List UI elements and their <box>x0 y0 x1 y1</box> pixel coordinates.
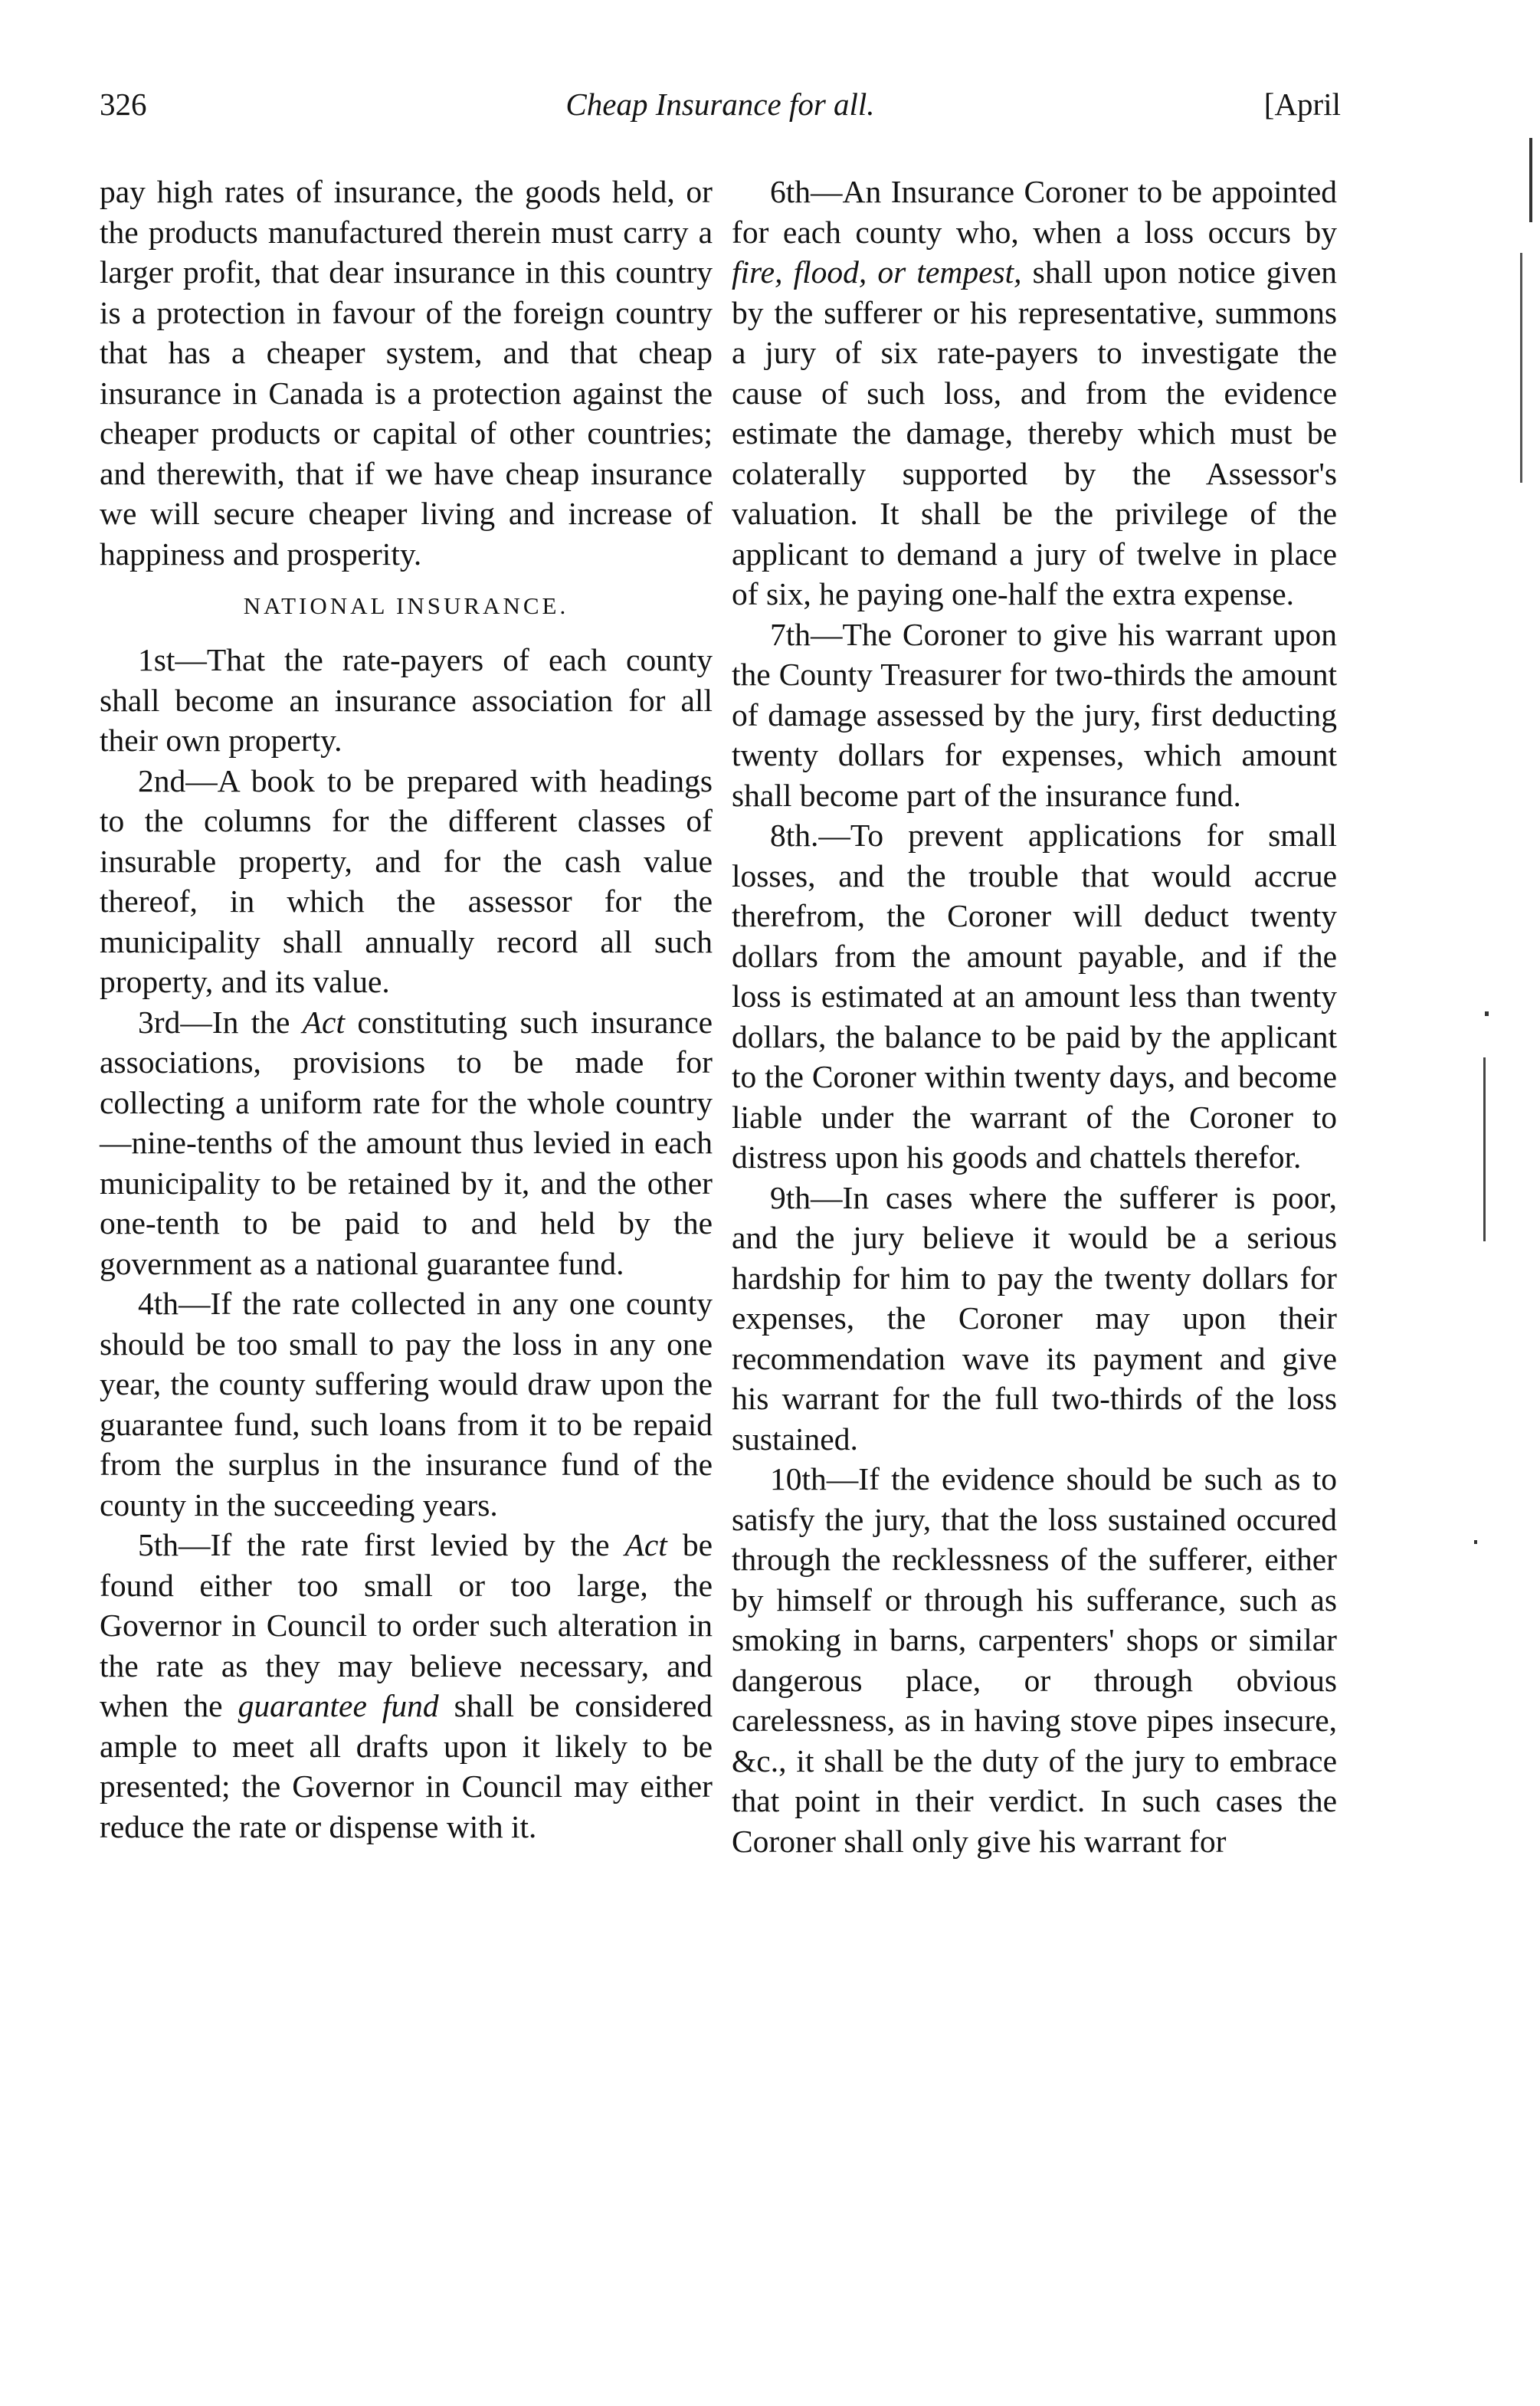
clause-2nd: 2nd—A book to be prepared with headings to the columns for the different classes of insurable property, and for the cash value thereof, in which the assessor for the municipality shall annually record all such property, and its value. <box>100 762 713 999</box>
clause-1st: 1st—That the rate-payers of each county shall become an insurance association for all their own property. <box>100 642 713 758</box>
scan-margin-mark <box>1529 138 1532 222</box>
perils-term: fire, flood, or tempest, <box>732 254 1022 290</box>
continuation-paragraph: pay high rates of insurance, the goods held, or the products manufactured therein must carry a larger profit, that dear insurance in this country is a protection in favour of the foreign country that has a cheaper system, and that cheap insurance in Canada is a protection against the cheaper products or capital of other countries; and therewith, that if we have cheap insurance we will secure cheaper living and increase of happiness and prosperity. <box>100 174 713 572</box>
clause-5th <box>100 1525 713 1847</box>
clause-3rd <box>100 1002 713 1284</box>
clause-9th: 9th—In cases where the sufferer is poor, and the jury believe it would be a serious hardship for him to pay the twenty dollars for expenses, the Coroner may upon their recommendation wave its payment and give his warrant for the full two-thirds of the loss sustained. <box>732 1179 1337 1457</box>
clause-8th: 8th.—To prevent applications for small losses, and the trouble that would accrue therefrom, the Coroner will deduct twenty dollars from the amount payable, and if the loss is estimated at an amount less than twenty dollars, the balance to be paid by the applicant to the Coroner within twenty days, and become liable under the warrant of the Coroner to distress upon his goods and chattels therefor. <box>732 818 1337 1175</box>
clause-5th-start: 5th—If the rate first levied by the <box>138 1527 625 1562</box>
page-number: 326 <box>100 87 147 122</box>
scan-margin-mark <box>1483 1057 1486 1241</box>
running-header <box>100 86 1341 132</box>
clause-6th-rest: shall upon notice given by the sufferer or his representative, summons a jury of six rate-payers to investigate the cause of such loss, and from the evidence estimate the damage, thereby which must be colaterally supported by the Assessor's valuation. It shall be the privilege of the applicant to demand a jury of twelve in place of six, he paying one-half the extra expense. <box>732 254 1337 611</box>
clause-10th: 10th—If the evidence should be such as to satisfy the jury, that the loss sustained occured through the recklessness of the sufferer, either by himself or through his sufferance, such as smoking in barns, carpenters' shops or similar dangerous place, or through obvious carelessness, as in having stove pipes insecure, &c., it shall be the duty of the jury to embrace that point in their verdict. In such cases the Coroner shall only give his warrant for <box>732 1461 1337 1859</box>
section-heading: NATIONAL INSURANCE. <box>243 592 569 619</box>
header-month: [April <box>1263 87 1341 122</box>
act-term: Act <box>624 1527 667 1562</box>
left-column <box>100 172 713 1847</box>
right-column <box>732 172 1337 1861</box>
running-title: Cheap Insurance for all. <box>565 87 875 122</box>
guarantee-fund-term: guarantee fund <box>238 1688 439 1723</box>
clause-3rd-start: 3rd—In the <box>138 1004 303 1040</box>
clause-7th: 7th—The Coroner to give his warrant upon the County Treasurer for two-thirds the amount of damage assessed by the jury, first deducting twenty dollars for expenses, which amount shall become part of the insurance fund. <box>732 616 1337 813</box>
clause-3rd-rest: constituting such insurance associations, provisions to be made for collecting a uniform rate for the whole country—nine-tenths of the amount thus levied in each municipality to be retained by it, and the other one-tenth to be paid to and held by the government as a national guarantee fund. <box>100 1004 713 1281</box>
scan-margin-mark <box>1520 253 1522 483</box>
clause-6th-start: 6th—An Insurance Coroner to be appointed for each county who, when a loss occurs by <box>732 174 1337 250</box>
clause-5th-end: shall be considered ample to meet all drafts upon it likely to be presented; the Governor in Council may either reduce the rate or dispense with it. <box>100 1688 713 1844</box>
scan-margin-mark <box>1474 1540 1477 1544</box>
scan-margin-mark <box>1485 1011 1489 1016</box>
clause-4th: 4th—If the rate collected in any one county should be too small to pay the loss in any one year, the county suffering would draw upon the guarantee fund, such loans from it to be repaid from the surplus in the insurance fund of the county in the succeeding years. <box>100 1286 713 1523</box>
act-term: Act <box>302 1004 346 1040</box>
clause-5th-middle: be found either too small or too large, the Governor in Council to order such alteration in the rate as they may believe necessary, and when the <box>100 1527 713 1723</box>
clause-6th <box>732 172 1337 615</box>
